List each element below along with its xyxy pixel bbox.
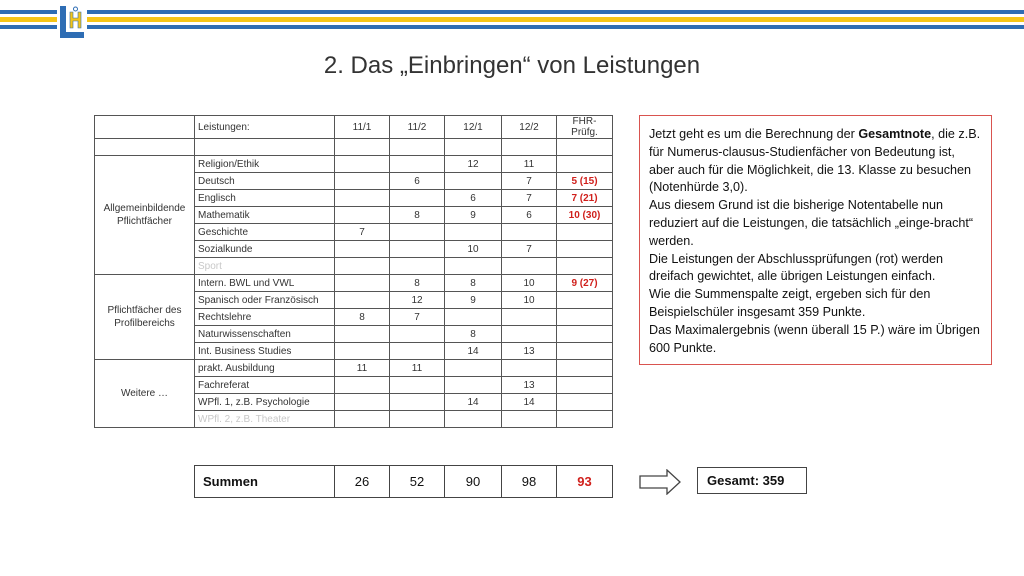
grade-cell — [502, 326, 557, 343]
explanation-paragraph-1 — [649, 126, 983, 197]
group-label: Allgemeinbildende Pflichtfächer — [95, 156, 195, 275]
empty-cell — [445, 139, 502, 156]
sum-cell: 26 — [335, 466, 390, 498]
grade-cell: 12 — [445, 156, 502, 173]
grade-cell — [335, 156, 390, 173]
grade-cell: 10 — [502, 275, 557, 292]
sums-label: Summen — [195, 466, 335, 498]
empty-cell — [502, 139, 557, 156]
grade-cell — [390, 377, 445, 394]
header-corner-cell — [95, 116, 195, 139]
empty-cell — [557, 139, 613, 156]
explanation-text: , die z.B. für Numerus-clausus-Studienfächer von Bedeutung ist, aber auch für die Möglichkeit, die 13. Klasse zu besuchen (Notenhürde 3,0). — [649, 127, 981, 195]
grade-cell — [335, 394, 390, 411]
grade-cell: 12 — [390, 292, 445, 309]
grade-cell: 7 — [335, 224, 390, 241]
grade-cell — [390, 343, 445, 360]
grade-cell: 7 — [502, 173, 557, 190]
empty-cell — [335, 139, 390, 156]
explanation-paragraph-3: Die Leistungen der Abschlussprüfungen (rot) werden dreifach gewichtet, alle übrigen Leistungen einfach. — [649, 251, 944, 284]
grade-cell: 7 — [390, 309, 445, 326]
grade-cell — [335, 377, 390, 394]
table-spacer-row — [95, 139, 613, 156]
sum-cell: 98 — [502, 466, 557, 498]
grade-cell — [335, 190, 390, 207]
table-row — [95, 360, 613, 377]
sum-cell: 52 — [390, 466, 445, 498]
grade-cell — [335, 258, 390, 275]
subject-cell: Spanisch oder Französisch — [195, 292, 335, 309]
grade-cell: 9 — [445, 207, 502, 224]
group-label: Pflichtfächer des Profilbereichs — [95, 275, 195, 360]
total-box: Gesamt: 359 — [697, 467, 807, 494]
table-header-row — [95, 116, 613, 139]
grade-cell: 11 — [390, 360, 445, 377]
grade-cell: 10 — [445, 241, 502, 258]
exam-grade-cell — [557, 309, 613, 326]
table-row — [95, 275, 613, 292]
empty-cell — [195, 139, 335, 156]
grade-cell — [445, 173, 502, 190]
subject-cell: Sport — [195, 258, 335, 275]
grade-cell — [390, 156, 445, 173]
grade-cell: 8 — [445, 326, 502, 343]
empty-cell — [390, 139, 445, 156]
grade-cell — [335, 292, 390, 309]
subject-cell: Geschichte — [195, 224, 335, 241]
exam-grade-cell — [557, 343, 613, 360]
grade-cell — [390, 224, 445, 241]
grade-cell — [335, 241, 390, 258]
table-row — [95, 156, 613, 173]
grade-cell — [445, 411, 502, 428]
grade-cell — [445, 377, 502, 394]
header-stripe-blue-bottom — [0, 25, 1024, 29]
subject-cell: Int. Business Studies — [195, 343, 335, 360]
explanation-paragraph-4: Wie die Summenspalte zeigt, ergeben sich für den Beispielschüler insgesamt 359 Punkte. — [649, 287, 931, 319]
grade-cell — [390, 241, 445, 258]
grade-cell: 14 — [502, 394, 557, 411]
grade-cell: 8 — [390, 207, 445, 224]
column-header: 11/2 — [390, 116, 445, 139]
grade-cell: 8 — [445, 275, 502, 292]
exam-grade-cell — [557, 224, 613, 241]
header-stripe-yellow — [0, 17, 1024, 22]
grade-cell: 13 — [502, 377, 557, 394]
grade-cell: 6 — [445, 190, 502, 207]
grade-cell — [390, 190, 445, 207]
grade-cell — [390, 394, 445, 411]
subject-cell: Rechtslehre — [195, 309, 335, 326]
grade-cell: 14 — [445, 394, 502, 411]
grade-cell — [502, 224, 557, 241]
exam-grade-cell: 7 (21) — [557, 190, 613, 207]
grade-cell — [335, 173, 390, 190]
grade-cell — [335, 411, 390, 428]
subject-cell: Mathematik — [195, 207, 335, 224]
subject-cell: prakt. Ausbildung — [195, 360, 335, 377]
grade-cell — [335, 326, 390, 343]
subject-cell: WPfl. 2, z.B. Theater — [195, 411, 335, 428]
sums-table — [194, 465, 613, 498]
grade-cell — [502, 309, 557, 326]
right-arrow-icon — [639, 469, 681, 495]
school-logo — [57, 4, 87, 40]
grade-cell — [445, 224, 502, 241]
explanation-bold-term: Gesamtnote — [858, 127, 932, 141]
column-header: 11/1 — [335, 116, 390, 139]
sum-cell-exam: 93 — [557, 466, 613, 498]
grade-cell — [445, 309, 502, 326]
grade-cell: 9 — [445, 292, 502, 309]
sums-row — [195, 466, 613, 498]
grade-cell: 7 — [502, 190, 557, 207]
empty-cell — [95, 139, 195, 156]
explanation-text: Jetzt geht es um die Berechnung der — [649, 127, 859, 141]
subject-cell: Sozialkunde — [195, 241, 335, 258]
subject-cell: Religion/Ethik — [195, 156, 335, 173]
column-header-subject: Leistungen: — [195, 116, 335, 139]
grade-cell: 14 — [445, 343, 502, 360]
exam-grade-cell: 9 (27) — [557, 275, 613, 292]
grade-cell: 8 — [390, 275, 445, 292]
grade-cell — [390, 326, 445, 343]
exam-grade-cell: 5 (15) — [557, 173, 613, 190]
grade-cell: 10 — [502, 292, 557, 309]
column-header: FHR-Prüfg. — [557, 116, 613, 139]
exam-grade-cell — [557, 411, 613, 428]
exam-grade-cell — [557, 394, 613, 411]
grade-cell: 13 — [502, 343, 557, 360]
slide-title: 2. Das „Einbringen“ von Leistungen — [323, 52, 701, 79]
subject-cell: Englisch — [195, 190, 335, 207]
subject-cell: Deutsch — [195, 173, 335, 190]
grade-cell — [502, 360, 557, 377]
exam-grade-cell — [557, 156, 613, 173]
explanation-paragraph-5: Das Maximalergebnis (wenn überall 15 P.) wäre im Übrigen 600 Punkte. — [649, 322, 980, 355]
grade-cell — [335, 275, 390, 292]
subject-cell: Intern. BWL und VWL — [195, 275, 335, 292]
exam-grade-cell — [557, 326, 613, 343]
grade-cell — [445, 258, 502, 275]
grade-cell — [335, 343, 390, 360]
subject-cell: Naturwissenschaften — [195, 326, 335, 343]
grades-table — [94, 115, 613, 428]
grade-cell: 11 — [502, 156, 557, 173]
exam-grade-cell — [557, 292, 613, 309]
exam-grade-cell: 10 (30) — [557, 207, 613, 224]
grade-cell — [502, 411, 557, 428]
grade-cell — [445, 360, 502, 377]
grade-cell — [502, 258, 557, 275]
grade-cell: 8 — [335, 309, 390, 326]
subject-cell: Fachreferat — [195, 377, 335, 394]
grade-cell — [390, 411, 445, 428]
exam-grade-cell — [557, 377, 613, 394]
exam-grade-cell — [557, 241, 613, 258]
grade-cell: 7 — [502, 241, 557, 258]
exam-grade-cell — [557, 360, 613, 377]
column-header: 12/1 — [445, 116, 502, 139]
header-stripe-blue-top — [0, 10, 1024, 14]
sum-cell: 90 — [445, 466, 502, 498]
subject-cell: WPfl. 1, z.B. Psychologie — [195, 394, 335, 411]
explanation-box — [639, 115, 992, 365]
column-header: 12/2 — [502, 116, 557, 139]
grade-cell — [335, 207, 390, 224]
grade-cell — [390, 258, 445, 275]
explanation-paragraph-2: Aus diesem Grund ist die bisherige Notentabelle nun reduziert auf die Leistungen, die tatsächlich „einge-bracht“ werden. — [649, 198, 974, 248]
grade-cell: 6 — [390, 173, 445, 190]
exam-grade-cell — [557, 258, 613, 275]
grade-cell: 11 — [335, 360, 390, 377]
grade-cell: 6 — [502, 207, 557, 224]
group-label: Weitere … — [95, 360, 195, 428]
